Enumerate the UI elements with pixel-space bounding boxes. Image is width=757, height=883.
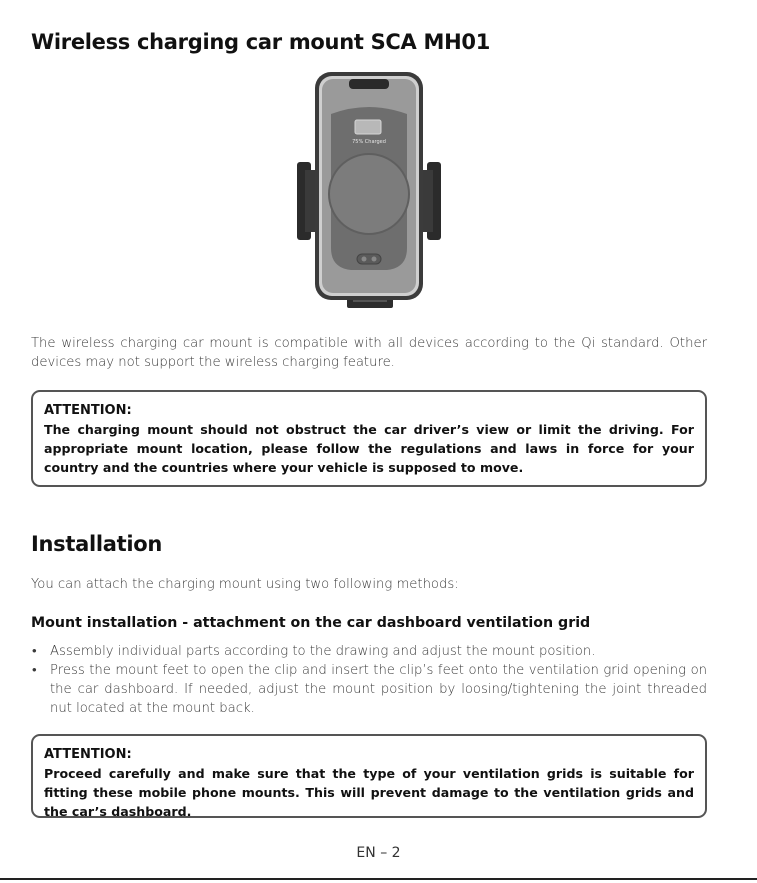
charge-status-text: 75% Charged [352,139,386,145]
subsection-title: Mount installation - attachment on the car dashboard ventilation grid [31,615,591,631]
page-title: Wireless charging car mount SCA MH01 [31,30,491,54]
attention-box-2 [31,734,707,818]
methods-paragraph: You can attach the charging mount using two following methods: [31,577,459,592]
attention-text: The charging mount should not obstruct the car driver’s view or limit the driving. For appropriate mount location, please follow the regulations and laws in force for your country and the countries where your vehicle is supposed to move. [44,422,694,475]
instruction-list [31,642,707,718]
attention-heading: ATTENTION: [44,403,132,418]
bullet-icon: • [32,663,37,678]
list-item [31,642,707,661]
list-item-text: Assembly individual parts according to the drawing and adjust the mount position. [50,644,596,659]
page-number: EN – 2 [356,845,401,861]
attention-text: Proceed carefully and make sure that the type of your ventilation grids is suitable for fitting these mobile phone mounts. This will prevent damage to the ventilation grids and the car’s dashboard. [44,766,694,819]
list-item [31,661,707,718]
attention-heading: ATTENTION: [44,747,132,762]
bullet-icon: • [32,644,37,659]
list-item-text: Press the mount feet to open the clip and insert the clip’s feet onto the ventilation grid opening on the car dashboard. If needed, adjust the mount position by loosing/tightening the joint threaded nut located at the mount back. [50,663,707,716]
phone-in-car-mount-icon [293,70,445,310]
attention-box-1 [31,390,707,487]
bottom-rule [0,878,757,880]
intro-paragraph: The wireless charging car mount is compatible with all devices according to the Qi standard. Other devices may not support the wireless charging feature. [31,336,707,370]
section-title: Installation [31,532,163,556]
